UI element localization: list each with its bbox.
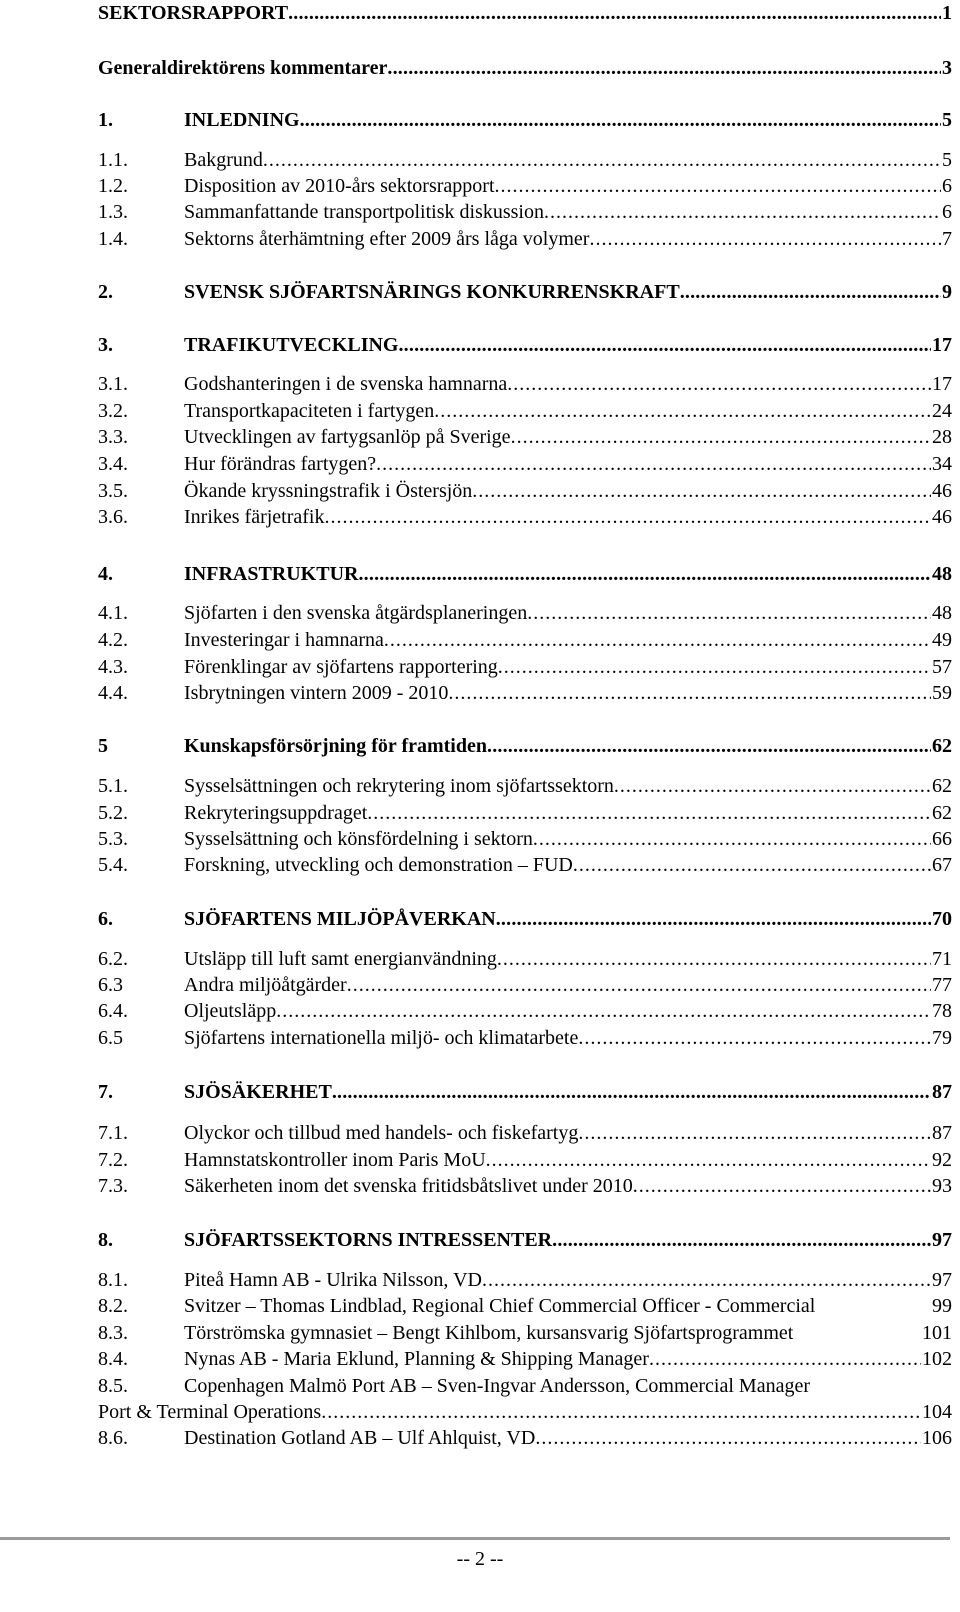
toc-heading[interactable] (98, 55, 952, 81)
dot-leader (497, 946, 931, 972)
toc-number: 7.3. (98, 1175, 128, 1197)
toc-title: Disposition av 2010-års sektorsrapport (184, 175, 495, 197)
dot-leader (358, 561, 931, 587)
toc-page-number: 46 (932, 480, 952, 502)
toc-title: Sjöfarten i den svenska åtgärdsplaneringen (184, 602, 528, 624)
dot-leader (263, 147, 941, 173)
toc-page-number: 62 (932, 775, 952, 797)
toc-number: 1.1. (98, 149, 128, 171)
toc-title: INLEDNING (184, 109, 300, 131)
toc-title: Sysselsättning och könsfördelning i sektorn (184, 828, 533, 850)
toc-number: 6.2. (98, 948, 128, 970)
toc-heading[interactable] (98, 332, 952, 358)
toc-page-number: 6 (942, 201, 952, 223)
toc-entry[interactable] (98, 147, 952, 173)
toc-entry[interactable] (98, 826, 952, 852)
toc-number: 8.5. (98, 1375, 128, 1397)
toc-heading[interactable] (98, 107, 952, 133)
toc-title: Sysselsättningen och rekrytering inom sjöfartssektorn (184, 775, 614, 797)
toc-page-number: 102 (922, 1348, 952, 1370)
toc-number: 2. (98, 281, 113, 303)
dot-leader (434, 398, 931, 424)
dot-leader (486, 1147, 931, 1173)
dot-leader (384, 627, 931, 653)
toc-page-number: 49 (932, 629, 952, 651)
dot-leader (496, 906, 931, 932)
toc-page-number: 3 (942, 57, 952, 79)
toc-page-number: 48 (932, 563, 952, 585)
dot-leader (527, 600, 931, 626)
toc-title: Sjöfartens internationella miljö- och klimatarbete (184, 1027, 579, 1049)
toc-entry[interactable] (98, 504, 952, 530)
toc-title: Investeringar i hamnarna (184, 629, 384, 651)
toc-number: 5 (98, 735, 108, 757)
toc-page-number: 9 (942, 281, 952, 303)
toc-number: 3. (98, 334, 113, 356)
dot-leader (533, 826, 931, 852)
footer-divider (0, 1537, 950, 1540)
toc-page-number: 87 (932, 1122, 952, 1144)
toc-title: Hur förändras fartygen? (184, 453, 377, 475)
dot-leader (387, 55, 941, 81)
dot-leader (589, 226, 941, 252)
toc-heading[interactable] (98, 561, 952, 587)
toc-page-number: 87 (932, 1081, 952, 1103)
toc-number: 5.4. (98, 854, 128, 876)
toc-entry[interactable] (98, 1320, 952, 1346)
toc-title: Nynas AB - Maria Eklund, Planning & Shipping Manager (184, 1348, 649, 1370)
toc-title: TRAFIKUTVECKLING (184, 334, 399, 356)
toc-entry[interactable] (98, 226, 952, 252)
toc-number: 5.3. (98, 828, 128, 850)
toc-entry[interactable] (98, 600, 952, 626)
toc-entry[interactable] (98, 199, 952, 225)
toc-page-number: 5 (942, 149, 952, 171)
toc-heading[interactable] (98, 0, 952, 26)
dot-leader (649, 1346, 921, 1372)
toc-heading[interactable] (98, 1227, 952, 1253)
toc-heading[interactable] (98, 1079, 952, 1105)
toc-number: 8.3. (98, 1322, 128, 1344)
toc-number: 8. (98, 1229, 113, 1251)
toc-page-number: 77 (932, 974, 952, 996)
dot-leader (614, 773, 931, 799)
toc-entry[interactable] (98, 451, 952, 477)
dot-leader (398, 332, 931, 358)
toc-number: 7.2. (98, 1149, 128, 1171)
toc-heading[interactable] (98, 906, 952, 932)
toc-title: Säkerheten inom det svenska fritidsbåtslivet under 2010 (184, 1175, 633, 1197)
toc-title: Rekryteringsuppdraget (184, 802, 368, 824)
toc-page-number: 17 (932, 373, 952, 395)
toc-entry[interactable] (98, 478, 952, 504)
toc-entry[interactable] (98, 1267, 952, 1293)
toc-number: 6. (98, 908, 113, 930)
toc-entry[interactable] (98, 1373, 952, 1399)
toc-page-number: 48 (932, 602, 952, 624)
toc-number: 1.3. (98, 201, 128, 223)
toc-entry[interactable] (98, 1346, 952, 1372)
toc-entry[interactable] (98, 1147, 952, 1173)
toc-page-number: 57 (932, 656, 952, 678)
toc-number: 4.1. (98, 602, 128, 624)
toc-title: Sammanfattande transportpolitisk diskussion (184, 201, 544, 223)
dot-leader (276, 998, 931, 1024)
toc-entry[interactable] (98, 1425, 952, 1451)
toc-number: 4.2. (98, 629, 128, 651)
dot-leader (535, 1425, 921, 1451)
page-number: -- 2 -- (456, 1548, 504, 1570)
toc-page-number: 70 (932, 908, 952, 930)
dot-leader (332, 1079, 931, 1105)
toc-entry[interactable] (98, 1293, 952, 1319)
toc-page-number: 92 (932, 1149, 952, 1171)
dot-leader (487, 733, 931, 759)
toc-entry[interactable] (98, 972, 952, 998)
dot-leader (448, 680, 931, 706)
toc-title: Andra miljöåtgärder (184, 974, 347, 996)
toc-page-number: 78 (932, 1000, 952, 1022)
toc-page-number: 46 (932, 506, 952, 528)
toc-title: Forskning, utveckling och demonstration – FUD (184, 854, 573, 876)
toc-heading[interactable] (98, 279, 952, 305)
toc-number: 6.3 (98, 974, 123, 996)
toc-number: 8.4. (98, 1348, 128, 1370)
dot-leader (321, 1399, 921, 1425)
dot-leader (300, 107, 941, 133)
toc-title: SVENSK SJÖFARTSNÄRINGS KONKURRENSKRAFT (184, 281, 680, 303)
toc-title: Generaldirektörens kommentarer (98, 57, 388, 79)
toc-number: 4.4. (98, 682, 128, 704)
toc-entry[interactable] (98, 773, 952, 799)
toc-number: 5.2. (98, 802, 128, 824)
dot-leader (498, 654, 931, 680)
toc-title: Törströmska gymnasiet – Bengt Kihlbom, kursansvarig Sjöfartsprogrammet (184, 1322, 794, 1344)
toc-entry[interactable] (98, 1173, 952, 1199)
toc-heading[interactable] (98, 733, 952, 759)
toc-page-number: 97 (932, 1269, 952, 1291)
dot-leader (544, 199, 941, 225)
dot-leader (578, 1120, 931, 1146)
toc-number: 3.1. (98, 373, 128, 395)
toc-title: Piteå Hamn AB - Ulrika Nilsson, VD (184, 1269, 482, 1291)
toc-entry[interactable] (98, 627, 952, 653)
toc-entry[interactable] (98, 1025, 952, 1051)
toc-number: 8.1. (98, 1269, 128, 1291)
toc-page-number: 24 (932, 400, 952, 422)
toc-title: Destination Gotland AB – Ulf Ahlquist, VD (184, 1427, 536, 1449)
toc-page-number: 97 (932, 1229, 952, 1251)
dot-leader (507, 371, 931, 397)
toc-title: Utsläpp till luft samt energianvändning (184, 948, 497, 970)
toc-number: 3.3. (98, 426, 128, 448)
toc-entry[interactable] (98, 998, 952, 1024)
toc-entry[interactable] (98, 398, 952, 424)
toc-title: Ökande kryssningstrafik i Östersjön (184, 480, 473, 502)
toc-page-number: 104 (922, 1401, 952, 1423)
dot-leader (376, 451, 931, 477)
toc-page-number: 101 (922, 1322, 952, 1344)
toc-page-number: 62 (932, 802, 952, 824)
toc-title: Isbrytningen vintern 2009 - 2010 (184, 682, 449, 704)
toc-entry[interactable] (98, 654, 952, 680)
toc-number: 5.1. (98, 775, 128, 797)
toc-page-number: 93 (932, 1175, 952, 1197)
toc-number: 7.1. (98, 1122, 128, 1144)
toc-entry[interactable] (98, 800, 952, 826)
toc-title: Olyckor och tillbud med handels- och fiskefartyg (184, 1122, 579, 1144)
toc-title: SEKTORSRAPPORT (98, 2, 289, 24)
toc-entry[interactable] (98, 680, 952, 706)
toc-number: 1.2. (98, 175, 128, 197)
toc-number: 4. (98, 563, 113, 585)
toc-page-number: 99 (932, 1295, 952, 1317)
dot-leader (347, 972, 931, 998)
toc-title: Oljeutsläpp (184, 1000, 277, 1022)
toc-number: 1. (98, 109, 113, 131)
dot-leader (367, 800, 931, 826)
toc-page-number: 67 (932, 854, 952, 876)
toc-title: INFRASTRUKTUR (184, 563, 359, 585)
dot-leader (324, 504, 931, 530)
toc-page-number: 66 (932, 828, 952, 850)
toc-title: Förenklingar av sjöfartens rapportering (184, 656, 498, 678)
toc-page-number: 17 (932, 334, 952, 356)
toc-page-number: 7 (942, 228, 952, 250)
toc-title: Port & Terminal Operations (98, 1401, 322, 1423)
dot-leader (578, 1025, 931, 1051)
toc-page-number: 79 (932, 1027, 952, 1049)
toc-page-number: 5 (942, 109, 952, 131)
toc-title: SJÖFARTENS MILJÖPÅVERKAN (184, 908, 496, 930)
toc-number: 8.2. (98, 1295, 128, 1317)
toc-number: 3.5. (98, 480, 128, 502)
toc-page-number: 6 (942, 175, 952, 197)
toc-number: 6.4. (98, 1000, 128, 1022)
toc-title: Svitzer – Thomas Lindblad, Regional Chief Commercial Officer - Commercial (184, 1295, 816, 1317)
dot-leader (680, 279, 941, 305)
toc-title: SJÖFARTSSEKTORNS INTRESSENTER (184, 1229, 553, 1251)
toc-entry[interactable] (98, 852, 952, 878)
toc-entry[interactable] (98, 424, 952, 450)
toc-entry[interactable] (98, 371, 952, 397)
toc-page-number: 62 (932, 735, 952, 757)
toc-title: Godshanteringen i de svenska hamnarna (184, 373, 508, 395)
toc-title: Bakgrund (184, 149, 263, 171)
toc-title: Sektorns återhämtning efter 2009 års låga volymer (184, 228, 590, 250)
dot-leader (573, 852, 931, 878)
toc-title: SJÖSÄKERHET (184, 1081, 332, 1103)
toc-title: Transportkapaciteten i fartygen (184, 400, 435, 422)
toc-title: Utvecklingen av fartygsanlöp på Sverige (184, 426, 511, 448)
toc-title: Hamnstatskontroller inom Paris MoU (184, 1149, 486, 1171)
toc-number: 4.3. (98, 656, 128, 678)
toc-page-number: 59 (932, 682, 952, 704)
toc-number: 3.2. (98, 400, 128, 422)
toc-page-number: 71 (932, 948, 952, 970)
toc-number: 1.4. (98, 228, 128, 250)
toc-number: 8.6. (98, 1427, 128, 1449)
toc-entry[interactable] (98, 1399, 952, 1425)
toc-title: Inrikes färjetrafik (184, 506, 325, 528)
dot-leader (472, 478, 931, 504)
dot-leader (552, 1227, 931, 1253)
toc-number: 3.6. (98, 506, 128, 528)
toc-entry[interactable] (98, 1120, 952, 1146)
toc-number: 3.4. (98, 453, 128, 475)
toc-number: 7. (98, 1081, 113, 1103)
toc-page-number: 1 (942, 2, 952, 24)
toc-title: Copenhagen Malmö Port AB – Sven-Ingvar Andersson, Commercial Manager (184, 1375, 810, 1397)
toc-entry[interactable] (98, 173, 952, 199)
toc-entry[interactable] (98, 946, 952, 972)
toc-page-number: 106 (922, 1427, 952, 1449)
dot-leader (495, 173, 941, 199)
toc-page-number: 28 (932, 426, 952, 448)
dot-leader (511, 424, 931, 450)
toc-title: Kunskapsförsörjning för framtiden (184, 735, 487, 757)
toc-page-number: 34 (932, 453, 952, 475)
dot-leader (288, 0, 941, 26)
dot-leader (633, 1173, 931, 1199)
dot-leader (482, 1267, 931, 1293)
toc-number: 6.5 (98, 1027, 123, 1049)
